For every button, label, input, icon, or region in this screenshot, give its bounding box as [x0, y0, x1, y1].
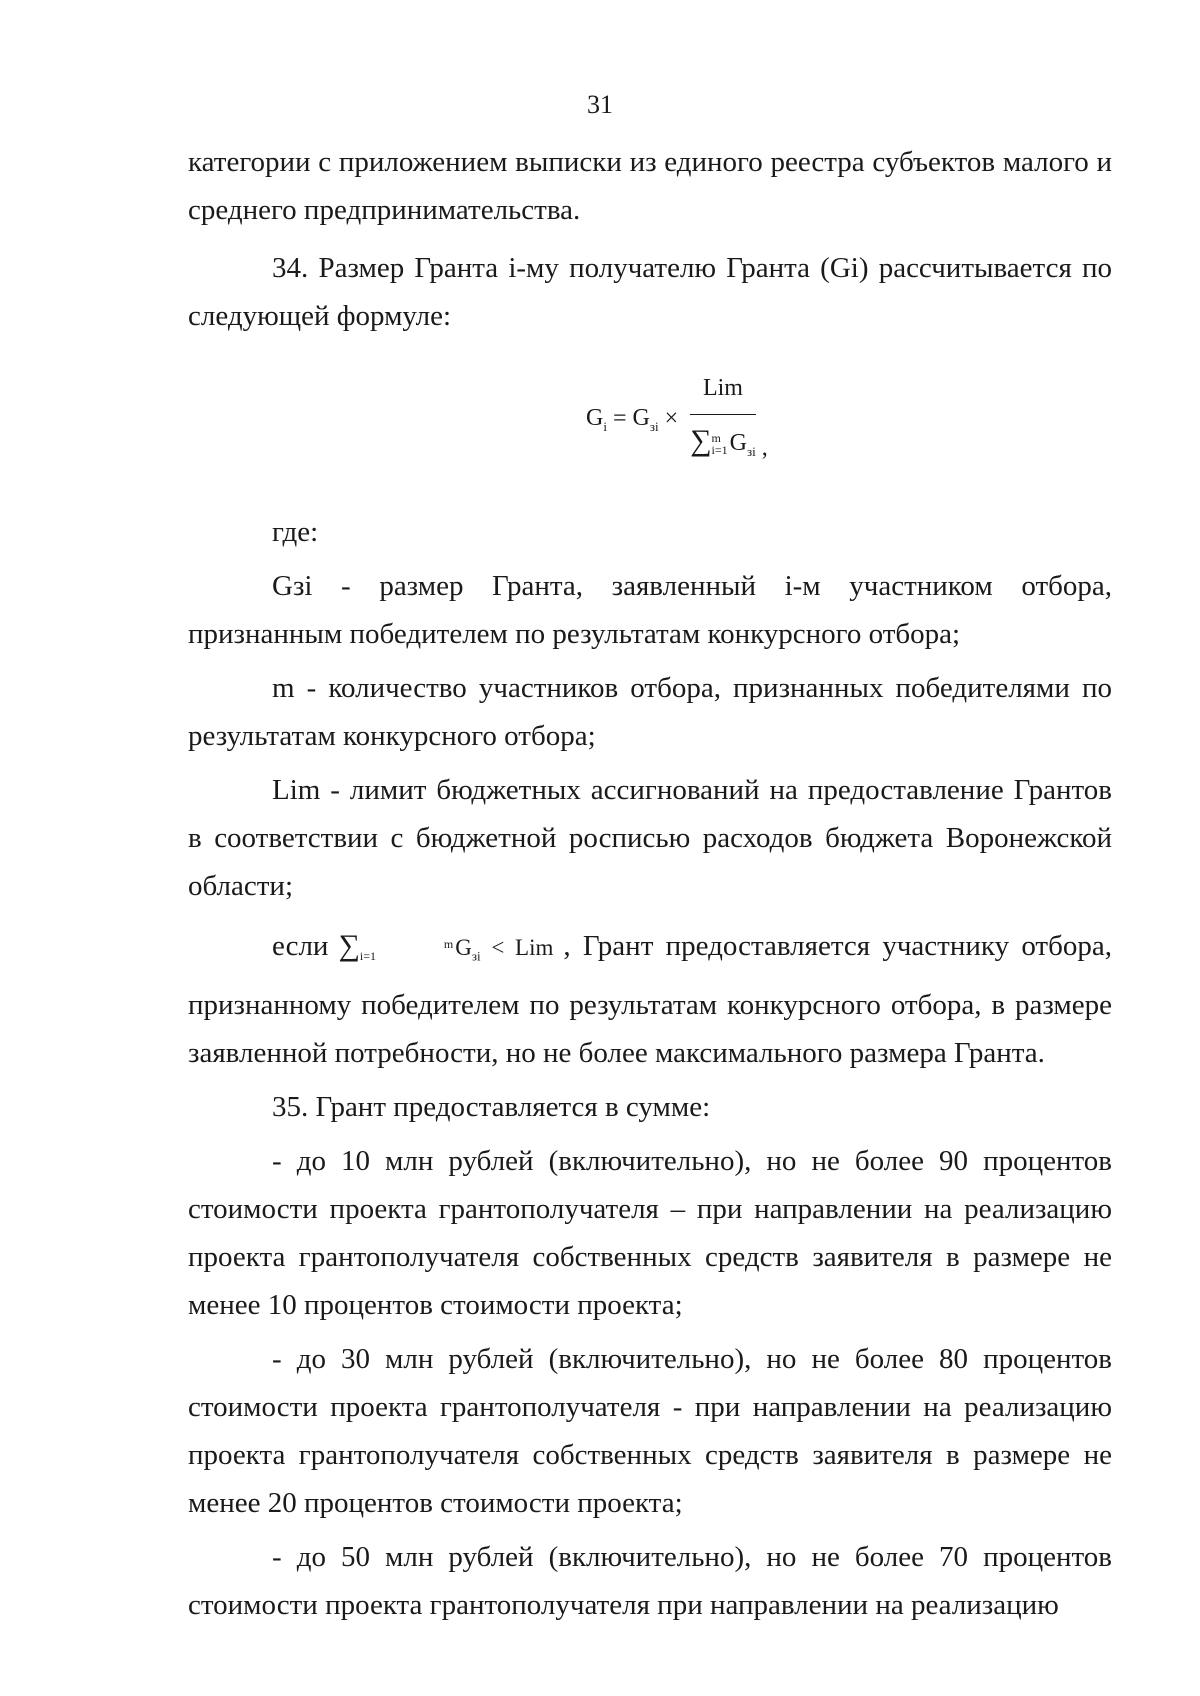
condition-paragraph [188, 922, 1112, 1077]
definition-m: m - количество участников отбора, признанных победителями по результатам конкурсного отбора; [188, 672, 1112, 752]
formula-trailing-comma: , [761, 435, 768, 462]
grant-formula-block [188, 340, 1112, 508]
condition-text: , Грант предоставляется участнику отбора, признанному победителем по результатам конкурсного отбора, в размере заявленной потребности, но не более максимального размера Гранта. [188, 930, 1112, 1069]
formula-numerator: Lim [690, 364, 756, 415]
formula-equals: = [612, 405, 627, 432]
formula-fraction [690, 364, 756, 476]
paragraph-category-continuation: категории с приложением выписки из единого реестра субъектов малого и среднего предпринимательства. [188, 146, 1112, 226]
formula-term: $G_{зi}$ [632, 405, 659, 435]
inline-sum-formula: ∑ m i=1 $G_{зi}$ < Lim [338, 929, 554, 964]
formula-lhs: $G_i$ [586, 405, 607, 435]
definition-lim: Lim - лимит бюджетных ассигнований на предоставление Грантов в соответствии с бюджетной росписью расходов бюджета Воронежской области; [188, 774, 1112, 902]
sum-sign: ∑ [690, 424, 712, 457]
grant-formula [586, 364, 768, 476]
bullet-10-million: - до 10 млн рублей (включительно), но не более 90 процентов стоимости проекта грантополучателя – при направлении на реализацию проекта грантополучателя собственных средств заявителя в размере не менее 10 процентов стоимости проекта; [188, 1144, 1112, 1321]
formula-denominator: ∑m $i=1G_{зi}$ [690, 424, 756, 459]
sum-limits: m i=1 [711, 431, 728, 458]
where-label: где: [272, 516, 319, 548]
formula-times: × [664, 405, 679, 432]
condition-if-word: если [272, 930, 329, 962]
page-number: 31 [587, 90, 613, 119]
paragraph-34-grant-size: 34. Размер Гранта i-му получателю Гранта (Gi) рассчитывается по следующей формуле: [188, 252, 1112, 332]
document-body [188, 138, 1112, 1629]
bullet-30-million: - до 30 млн рублей (включительно), но не более 80 процентов стоимости проекта грантополучателя - при направлении на реализацию проекта грантополучателя собственных средств заявителя в размере не менее 20 процентов стоимости проекта; [188, 1342, 1112, 1519]
definition-gzi: Gзi - размер Гранта, заявленный i-м участником отбора, признанным победителем по результатам конкурсного отбора; [188, 570, 1112, 650]
paragraph-35: 35. Грант предоставляется в сумме: [272, 1090, 711, 1123]
bullet-50-million: - до 50 млн рублей (включительно), но не более 70 процентов стоимости проекта грантополучателя при направлении на реализацию [188, 1540, 1112, 1621]
